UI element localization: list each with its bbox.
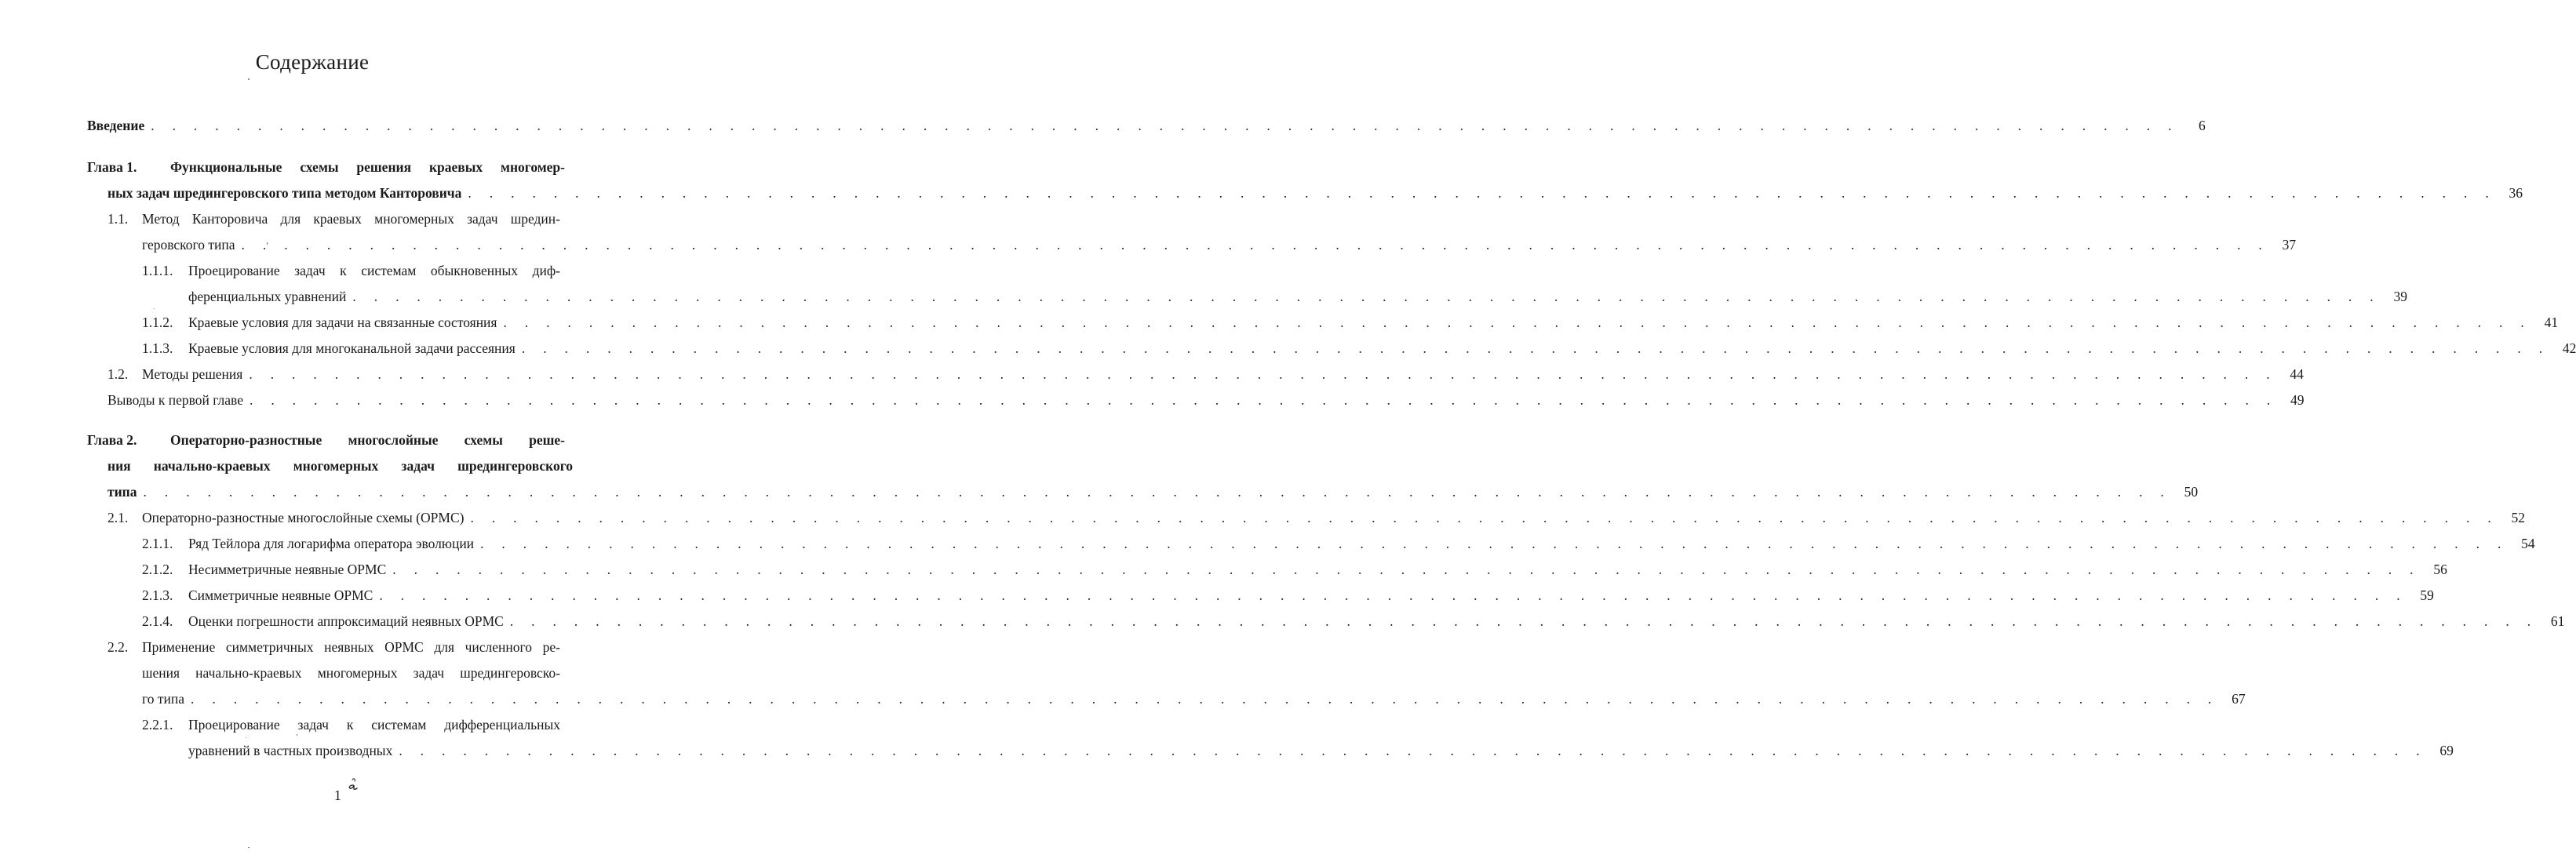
toc-entry-section-1-2[interactable] [107,366,2304,392]
scan-speck [248,847,250,848]
subsection-title-line: Проецирование задач к системам дифференциальных [188,717,560,733]
subsection-number: 2.2.1. [142,717,173,733]
leader-dots [151,118,2179,134]
toc-entry-subsection-2-1-3[interactable] [142,587,2434,613]
subsection-title-line: уравнений в частных производных [188,743,393,758]
section-title: Выводы к первой главе [107,392,243,408]
leader-dots [503,314,2531,331]
subsection-number: 2.1.3. [142,587,173,603]
toc-entry-section-2-2-cont[interactable] [142,665,593,691]
subsection-title-line: ференциальных уравнений [188,289,347,304]
toc-entry-chapter-2[interactable] [87,432,593,458]
subsection-number: 1.1.2. [142,314,173,330]
handwritten-mark-icon [346,776,359,792]
leader-dots [144,484,2172,500]
subsection-title: Оценки погрешности аппроксимаций неявных ОРМС [188,613,504,629]
toc-entry-page: 59 [2420,587,2434,603]
subsection-title: Несимметричные неявные ОРМС [188,562,387,577]
toc-entry-section-1-1-cont[interactable] [142,237,2297,263]
toc-entry-subsection-2-2-1[interactable] [142,717,593,743]
section-title-line: геровского типа [142,237,235,253]
leader-dots [510,613,2538,630]
leader-dots [522,340,2550,357]
toc-entry-page: 39 [2393,289,2407,304]
leader-dots [468,185,2496,202]
page-title: Содержание [255,50,370,74]
toc-entry-chapter-1-cont[interactable] [107,185,2523,211]
toc-entry-page: 37 [2282,237,2297,253]
toc-entry-page: 61 [2550,613,2565,629]
toc-entry-subsection-1-1-1-cont[interactable] [188,289,2407,314]
toc-entry-page: 49 [2290,392,2305,408]
leader-dots [250,392,2278,409]
chapter-title-line: типа [107,484,137,500]
subsection-title: Краевые условия для задачи на связанные состояния [188,314,497,330]
leader-dots [379,587,2407,604]
toc-entry-page: 69 [2439,743,2454,758]
toc-entry-section-2-2-cont2[interactable] [142,691,2246,717]
toc-entry-section-2-2[interactable] [107,639,593,665]
subsection-number: 1.1.3. [142,340,173,356]
toc-entry-title: Введение [87,118,145,133]
chapter-label: Глава 1. [87,159,137,175]
chapter-title-line: Функциональные схемы решения краевых многомер- [170,159,565,175]
toc-entry-chapter-2-cont2[interactable] [107,484,2199,510]
leader-dots [392,562,2421,578]
section-title-line: шения начально-краевых многомерных задач шредингеровско- [142,665,560,681]
subsection-title-line: Проецирование задач к системам обыкновенных диф- [188,263,560,278]
chapter-title-line: Операторно-разностные многослойные схемы реше- [170,432,565,448]
scan-speck [154,308,155,309]
chapter-title-line: ния начально-краевых многомерных задач шредингеровского [107,458,573,474]
toc-entry-subsection-2-1-1[interactable] [142,536,2535,562]
section-title-line: Применение симметричных неявных ОРМС для численного ре- [142,639,560,655]
subsection-title: Ряд Тейлора для логарифма оператора эволюции [188,536,475,551]
toc-entry-subsection-1-1-3[interactable] [142,340,2576,366]
section-title: Методы решения [142,366,243,382]
chapter-label: Глава 2. [87,432,137,448]
leader-dots [191,691,2219,707]
toc-entry-chapter-1[interactable] [87,159,593,185]
toc-entry-subsection-2-1-4[interactable] [142,613,2565,639]
toc-entry-conclusions-1[interactable] [107,392,2305,418]
section-number: 1.2. [107,366,129,382]
toc-entry-page: 41 [2544,314,2559,330]
toc-entry-page: 42 [2562,340,2576,356]
toc-entry-page: 36 [2509,185,2523,201]
page-number: 1 [334,787,341,803]
toc-entry-page: 67 [2232,691,2246,707]
leader-dots [399,743,2427,759]
section-title-line: Метод Канторовича для краевых многомерных задач шредин- [142,211,560,227]
section-title: Операторно-разностные многослойные схемы (ОРМС) [142,510,465,525]
toc-entry-intro[interactable] [87,118,2206,144]
leader-dots [352,289,2381,305]
subsection-number: 2.1.1. [142,536,173,551]
section-title-line: го типа [142,691,185,707]
toc-entry-page: 54 [2521,536,2535,551]
section-number: 2.2. [107,639,129,655]
toc-entry-section-1-1[interactable] [107,211,593,237]
toc-entry-subsection-1-1-2[interactable] [142,314,2559,340]
subsection-title: Симметричные неявные ОРМС [188,587,373,603]
scan-speck [248,78,250,80]
leader-dots [470,510,2498,526]
subsection-number: 1.1.1. [142,263,173,278]
toc-entry-page: 52 [2511,510,2526,525]
toc-entry-page: 50 [2184,484,2199,500]
toc-entry-subsection-2-1-2[interactable] [142,562,2447,587]
section-number: 2.1. [107,510,129,525]
scan-speck [267,242,268,245]
chapter-title-line: ных задач шредингеровского типа методом Канторовича [107,185,462,201]
subsection-number: 2.1.2. [142,562,173,577]
toc-entry-subsection-1-1-1[interactable] [142,263,593,289]
leader-dots [242,237,2270,253]
leader-dots [249,366,2277,383]
toc-entry-section-2-1[interactable] [107,510,2526,536]
toc-entry-page: 6 [2199,118,2206,133]
subsection-number: 2.1.4. [142,613,173,629]
leader-dots [480,536,2509,552]
toc-entry-page: 56 [2433,562,2447,577]
section-number: 1.1. [107,211,129,227]
toc-entry-chapter-2-cont[interactable] [107,458,593,484]
toc-entry-subsection-2-2-1-cont[interactable] [188,743,2454,769]
subsection-title: Краевые условия для многоканальной задачи рассеяния [188,340,516,356]
toc-entry-page: 44 [2290,366,2304,382]
